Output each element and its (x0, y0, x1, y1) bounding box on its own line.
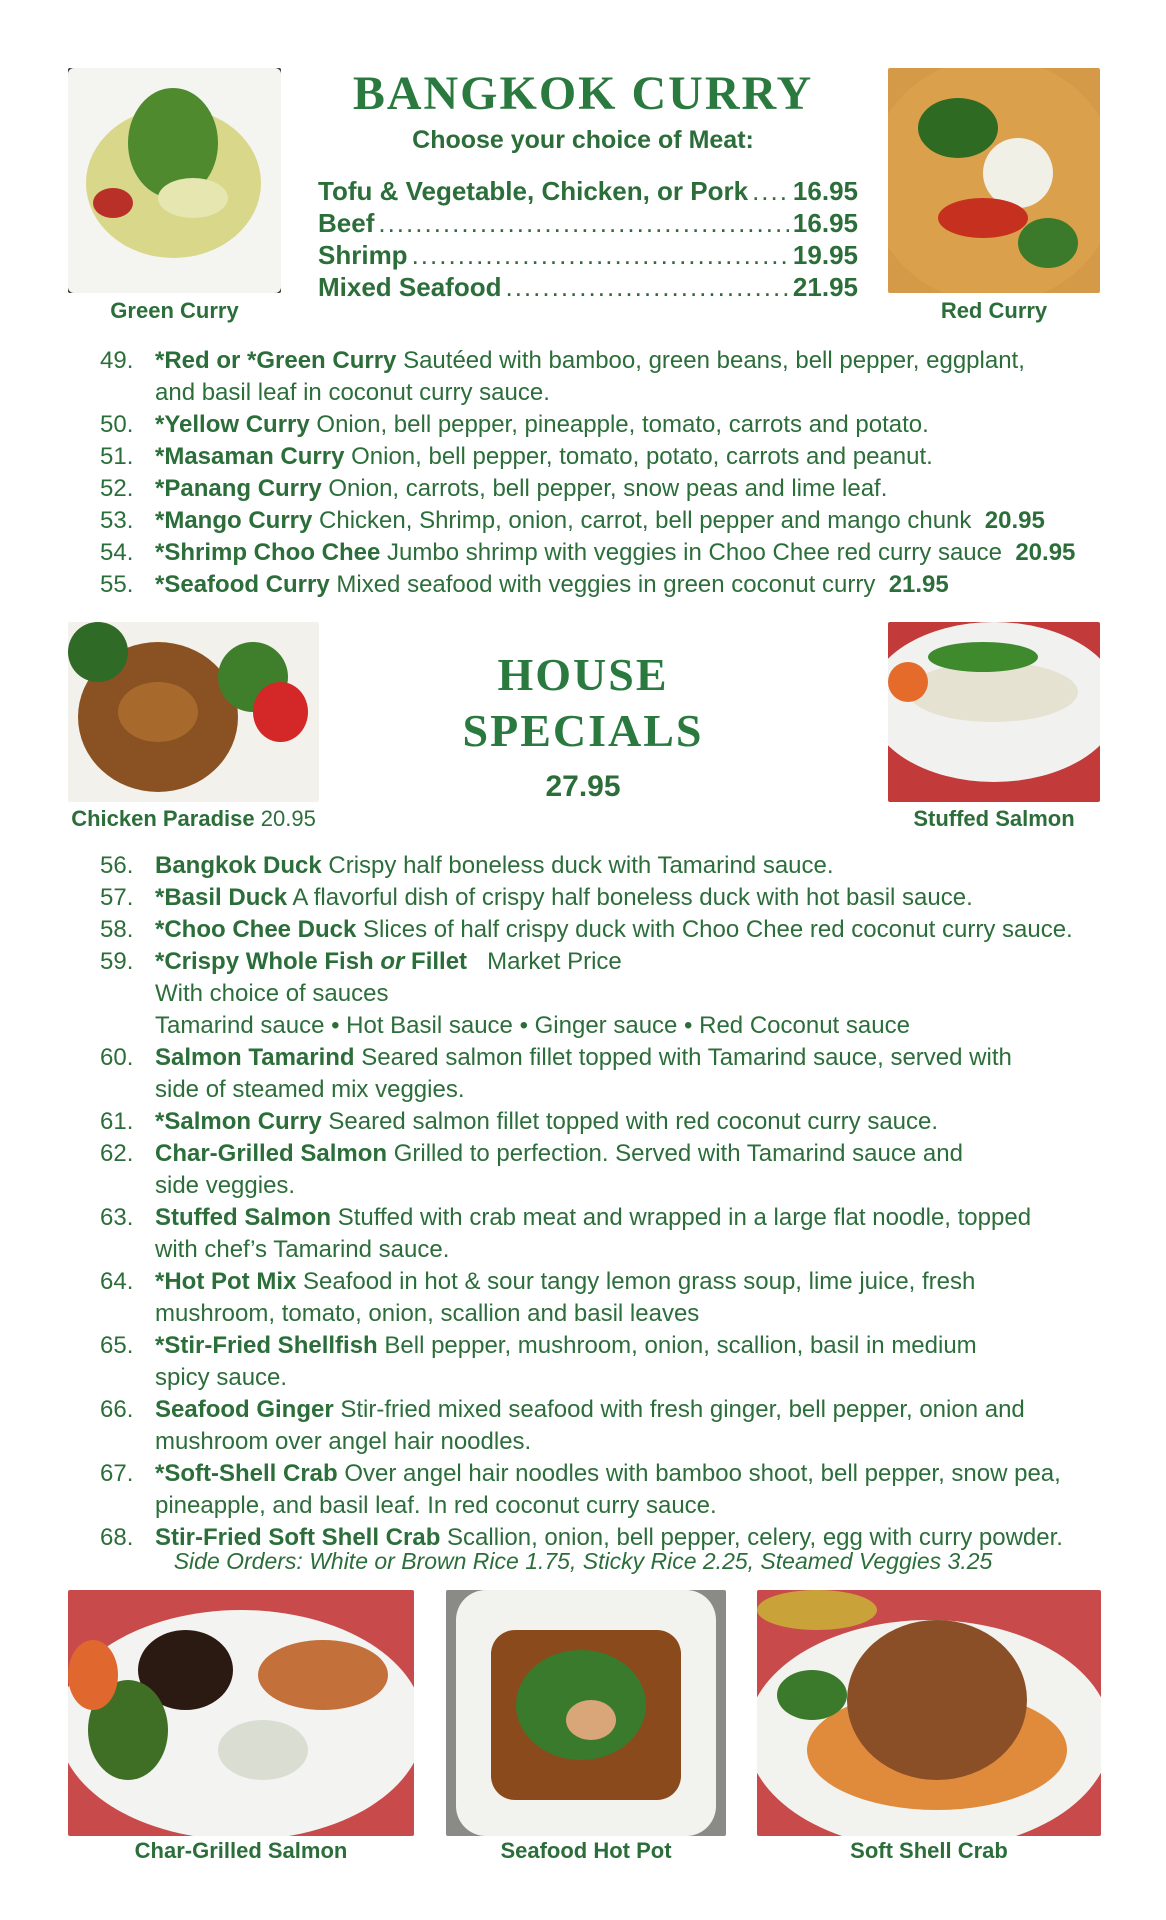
item-desc: Scallion, onion, bell pepper, celery, egg with curry powder. (447, 1524, 1063, 1551)
price-row (318, 240, 858, 271)
item-name: *Crispy Whole Fish (155, 948, 374, 975)
item-name: *Soft-Shell Crab (155, 1460, 338, 1487)
item-desc: with chef’s Tamarind sauce. (155, 1236, 450, 1263)
item-desc: Onion, bell pepper, tomato, potato, carrots and peanut. (351, 443, 933, 470)
item-number: 62. (100, 1140, 134, 1167)
item-desc: With choice of sauces (155, 980, 389, 1007)
caption-text: Chicken Paradise (71, 806, 255, 831)
list-item (100, 1394, 1100, 1458)
item-price: 21.95 (888, 571, 949, 598)
item-desc: and basil leaf in coconut curry sauce. (155, 379, 550, 406)
list-item (100, 1042, 1100, 1106)
item-number: 54. (100, 539, 134, 566)
item-name: *Seafood Curry (155, 571, 330, 598)
list-item (100, 882, 1100, 914)
list-item (100, 409, 1100, 441)
item-name: *Shrimp Choo Chee (155, 539, 381, 566)
item-desc: Seared salmon fillet topped with Tamarind sauce, served with (361, 1044, 1012, 1071)
item-number: 51. (100, 443, 134, 470)
price-label: Mixed Seafood (318, 272, 502, 302)
list-item (100, 569, 1100, 601)
item-name: *Basil Duck (155, 884, 288, 911)
item-name: *Mango Curry (155, 507, 313, 534)
item-name-or: or (380, 948, 405, 975)
item-name: *Salmon Curry (155, 1108, 322, 1135)
item-number: 60. (100, 1044, 134, 1071)
item-desc: Onion, carrots, bell pepper, snow peas and lime leaf. (328, 475, 888, 502)
item-number: 55. (100, 571, 134, 598)
item-desc: pineapple, and basil leaf. In red coconut curry sauce. (155, 1492, 717, 1519)
item-number: 59. (100, 948, 134, 975)
price-label: Tofu & Vegetable, Chicken, or Pork (318, 176, 749, 206)
market-price: Market Price (487, 948, 622, 975)
item-name: Bangkok Duck (155, 852, 322, 879)
item-desc: Mixed seafood with veggies in green coconut curry (336, 571, 876, 598)
list-item (100, 1106, 1100, 1138)
price-label: Beef (318, 208, 375, 238)
item-name: *Choo Chee Duck (155, 916, 357, 943)
soft-shell-crab-caption: Soft Shell Crab (850, 1838, 1008, 1863)
item-desc: mushroom, tomato, onion, scallion and basil leaves (155, 1300, 700, 1327)
item-desc: Stuffed with crab meat and wrapped in a large flat noodle, topped (337, 1204, 1032, 1231)
item-desc: Seafood in hot & sour tangy lemon grass soup, lime juice, fresh (303, 1268, 976, 1295)
item-number: 67. (100, 1460, 134, 1487)
list-item (100, 441, 1100, 473)
item-number: 57. (100, 884, 134, 911)
list-item (100, 1138, 1100, 1202)
item-name: Fillet (411, 948, 468, 975)
item-number: 49. (100, 347, 134, 374)
item-desc: mushroom over angel hair noodles. (155, 1428, 532, 1455)
bangkok-curry-title: BANGKOK CURRY (352, 67, 814, 120)
price-label: Shrimp (318, 240, 408, 270)
char-grilled-salmon-photo (68, 1590, 414, 1836)
item-name: Stuffed Salmon (155, 1204, 332, 1231)
item-desc: spicy sauce. (155, 1364, 288, 1391)
list-item (100, 850, 1100, 882)
item-price: 20.95 (1015, 539, 1076, 566)
sauce-choices: Tamarind sauce • Hot Basil sauce • Ginger sauce • Red Coconut sauce (155, 1012, 910, 1039)
item-name: Stir-Fried Soft Shell Crab (155, 1524, 441, 1551)
house-specials-title-line2: SPECIALS (462, 705, 704, 756)
item-number: 58. (100, 916, 134, 943)
item-number: 61. (100, 1108, 134, 1135)
item-name: *Panang Curry (155, 475, 322, 502)
item-name: *Yellow Curry (155, 411, 310, 438)
item-name: *Stir-Fried Shellfish (155, 1332, 378, 1359)
list-item (100, 345, 1100, 409)
char-grilled-salmon-caption: Char-Grilled Salmon (134, 1838, 348, 1863)
item-number: 63. (100, 1204, 134, 1231)
price-value: 21.95 (792, 272, 858, 302)
item-desc: Onion, bell pepper, pineapple, tomato, carrots and potato. (316, 411, 929, 438)
list-item (100, 473, 1100, 505)
item-number: 52. (100, 475, 134, 502)
item-desc: side of steamed mix veggies. (155, 1076, 465, 1103)
house-specials-title-line1: HOUSE (497, 649, 669, 700)
item-desc: Chicken, Shrimp, onion, carrot, bell pepper and mango chunk (319, 507, 972, 534)
list-item (100, 1266, 1100, 1330)
curry-items-list (100, 345, 1100, 601)
side-orders: Side Orders: White or Brown Rice 1.75, Sticky Rice 2.25, Steamed Veggies 3.25 (173, 1548, 993, 1574)
chicken-paradise-caption (68, 806, 319, 832)
item-desc: Bell pepper, mushroom, onion, scallion, basil in medium (384, 1332, 977, 1359)
seafood-hot-pot-photo (446, 1590, 726, 1836)
item-name: Seafood Ginger (155, 1396, 334, 1423)
item-number: 56. (100, 852, 134, 879)
item-number: 68. (100, 1524, 134, 1551)
item-desc: Jumbo shrimp with veggies in Choo Chee red curry sauce (387, 539, 1002, 566)
item-name: *Red or *Green Curry (155, 347, 397, 374)
house-specials-price: 27.95 (545, 770, 621, 803)
list-item (100, 1330, 1100, 1394)
price-row (318, 208, 858, 239)
item-desc: side veggies. (155, 1172, 296, 1199)
item-desc: Grilled to perfection. Served with Tamarind sauce and (393, 1140, 963, 1167)
item-number: 53. (100, 507, 134, 534)
caption-price: 20.95 (260, 806, 316, 831)
list-item (100, 505, 1100, 537)
list-item (100, 914, 1100, 946)
item-desc: Over angel hair noodles with bamboo shoot, bell pepper, snow pea, (344, 1460, 1061, 1487)
price-row (318, 176, 858, 207)
item-price: 20.95 (984, 507, 1045, 534)
soft-shell-crab-photo (757, 1590, 1101, 1836)
item-name: *Masaman Curry (155, 443, 345, 470)
item-desc: A flavorful dish of crispy half boneless duck with hot basil sauce. (292, 884, 973, 911)
item-number: 64. (100, 1268, 134, 1295)
price-value: 16.95 (792, 208, 858, 238)
item-name: *Hot Pot Mix (155, 1268, 297, 1295)
price-value: 19.95 (792, 240, 858, 270)
seafood-hot-pot-caption: Seafood Hot Pot (500, 1838, 672, 1863)
item-number: 65. (100, 1332, 134, 1359)
red-curry-caption: Red Curry (940, 298, 1048, 323)
item-number: 50. (100, 411, 134, 438)
list-item (100, 537, 1100, 569)
meat-choice-subtitle: Choose your choice of Meat: (412, 126, 754, 154)
stuffed-salmon-caption: Stuffed Salmon (913, 806, 1075, 831)
list-item (100, 946, 1100, 1042)
item-name: Salmon Tamarind (155, 1044, 355, 1071)
item-number: 66. (100, 1396, 134, 1423)
green-curry-caption: Green Curry (110, 298, 239, 323)
item-desc: Seared salmon fillet topped with red coconut curry sauce. (328, 1108, 939, 1135)
list-item (100, 1202, 1100, 1266)
item-name: Char-Grilled Salmon (155, 1140, 388, 1167)
item-desc: Stir-fried mixed seafood with fresh ginger, bell pepper, onion and (340, 1396, 1025, 1423)
item-desc: Slices of half crispy duck with Choo Chee red coconut curry sauce. (363, 916, 1073, 943)
list-item (100, 1458, 1100, 1522)
item-desc: Sautéed with bamboo, green beans, bell pepper, eggplant, (403, 347, 1025, 374)
item-desc: Crispy half boneless duck with Tamarind sauce. (328, 852, 834, 879)
price-value: 16.95 (792, 176, 858, 206)
specials-items-list (100, 850, 1100, 1554)
price-row (318, 272, 858, 303)
